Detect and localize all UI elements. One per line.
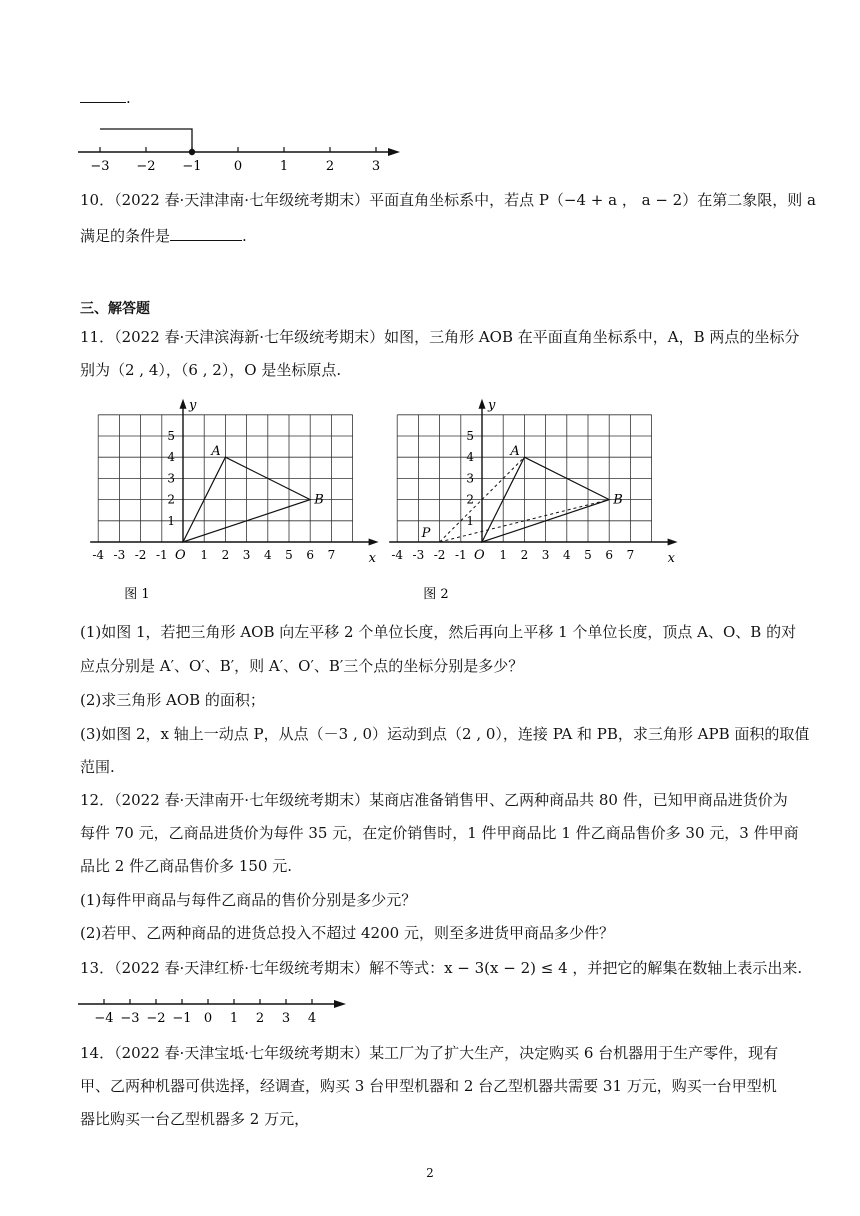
y-tick-label: 5: [466, 429, 474, 443]
y-axis-arrow: [180, 399, 187, 409]
question-12-part-1: (1)每件甲商品与每件乙商品的售价分别是多少元？: [80, 891, 417, 909]
question-11-part-2: (2)求三角形 AOB 的面积；: [80, 691, 265, 709]
y-tick-label: 4: [466, 450, 474, 465]
question-13-line-1: 13．（2022 春·天津红桥·七年级统考期末）解不等式：x − 3(x − 2) ≤ 4 ，并把它的解集在数轴上表示出来.: [80, 959, 803, 977]
y-axis-arrow: [479, 399, 486, 409]
question-11-line-1: 11．（2022 春·天津滨海新·七年级统考期末）如图，三角形 AOB 在平面直角坐标系中，A，B 两点的坐标分: [80, 328, 800, 346]
arrow-head: [334, 1000, 346, 1008]
x-tick-label: -2: [433, 548, 446, 562]
x-tick-label: 4: [263, 548, 272, 562]
tick-label: 4: [307, 1011, 317, 1026]
y-tick-label: 1: [466, 513, 474, 528]
tick-label: −4: [94, 1011, 114, 1026]
tick-label: 2: [255, 1011, 265, 1026]
tick-label: 2: [325, 159, 335, 174]
point-B-label: B: [314, 492, 324, 508]
x-tick-label: 5: [584, 548, 592, 562]
x-tick-label: -3: [113, 548, 126, 562]
question-12-line-1: 12．（2022 春·天津南开·七年级统考期末）某商店准备销售甲、乙两种商品共 80 件，已知甲商品进货价为: [80, 791, 788, 809]
x-tick-label: -2: [134, 548, 147, 562]
x-tick-label: 5: [285, 548, 293, 562]
x-tick-label: 1: [200, 548, 209, 562]
y-tick-label: 3: [167, 471, 175, 486]
tick-label: −2: [146, 1011, 166, 1026]
tick-label: 3: [371, 159, 381, 174]
y-axis-label: y: [189, 397, 197, 413]
tick-label: −1: [172, 1011, 192, 1026]
point-P-label: P: [421, 526, 431, 541]
question-14-line-1: 14．（2022 春·天津宝坻·七年级统考期末）某工厂为了扩大生产，决定购买 6 台机器用于生产零件，现有: [80, 1044, 779, 1062]
x-tick-label: -3: [412, 548, 425, 562]
x-tick-label: 4: [562, 548, 571, 562]
answer-blank: [170, 224, 242, 241]
x-axis-label: x: [667, 551, 675, 566]
tick-label: −1: [182, 159, 202, 174]
figure-2-coordinate-grid: [377, 392, 675, 604]
y-tick-label: 4: [167, 450, 175, 465]
question-11-part-3-line-2: 范围.: [80, 758, 115, 776]
tick-label: −3: [120, 1011, 140, 1026]
x-tick-label: 3: [541, 548, 550, 562]
question-10-line-2: 满足的条件是 .: [80, 224, 247, 246]
tick-label: 3: [281, 1011, 291, 1026]
x-tick-label: 2: [520, 548, 529, 562]
q9-answer-line: .: [80, 86, 131, 108]
number-line-1: [78, 120, 418, 182]
question-11-part-1-line-2: 应点分别是 A′、O′、B′，则 A′、O′、B′三个点的坐标分别是多少？: [80, 657, 524, 675]
tick-label: −3: [90, 159, 110, 174]
point-B-label: B: [613, 492, 623, 508]
y-axis-label: y: [488, 397, 496, 413]
question-14-line-3: 器比购买一台乙型机器多 2 万元，: [80, 1110, 310, 1128]
x-tick-label: 2: [221, 548, 230, 562]
origin-label: O: [474, 548, 485, 563]
x-axis-arrow: [668, 539, 678, 546]
arrow-head: [388, 148, 400, 156]
x-tick-label: -1: [454, 548, 467, 562]
tick-label: 0: [233, 159, 243, 174]
tick-label: 0: [203, 1011, 213, 1026]
x-tick-label: -4: [92, 548, 105, 562]
y-tick-label: 2: [466, 492, 474, 507]
page-number: 2: [426, 1166, 434, 1180]
x-tick-label: 7: [327, 548, 336, 562]
question-11-part-1-line-1: (1)如图 1，若把三角形 AOB 向左平移 2 个单位长度，然后再向上平移 1 个单位长度，顶点 A、O、B 的对: [80, 623, 797, 641]
y-tick-label: 1: [167, 513, 175, 528]
closed-endpoint: [189, 149, 195, 155]
x-tick-label: 3: [242, 548, 251, 562]
x-tick-label: 6: [306, 548, 315, 562]
x-tick-label: 6: [605, 548, 614, 562]
y-tick-label: 3: [466, 471, 474, 486]
x-tick-label: -1: [155, 548, 168, 562]
y-tick-label: 2: [167, 492, 175, 507]
figure-caption: 图 2: [423, 587, 449, 602]
point-A-label: A: [211, 444, 221, 460]
tick-label: −2: [136, 159, 156, 174]
tick-label: 1: [229, 1011, 239, 1026]
x-axis-label: x: [368, 551, 376, 566]
question-11-line-2: 别为（2 , 4），（6 , 2），O 是坐标原点.: [80, 361, 342, 379]
x-tick-label: 7: [626, 548, 635, 562]
point-A-label: A: [510, 444, 520, 460]
figure-caption: 图 1: [124, 587, 150, 602]
section-heading: 三、解答题: [80, 301, 150, 317]
answer-blank: [80, 86, 126, 103]
question-12-line-2: 每件 70 元，乙商品进货价为每件 35 元，在定价销售时，1 件甲商品比 1 件乙商品售价多 30 元，3 件甲商: [80, 824, 799, 842]
x-tick-label: 1: [499, 548, 508, 562]
figure-1-coordinate-grid: [78, 392, 376, 604]
question-12-part-2: (2)若甲、乙两种商品的进货总投入不超过 4200 元，则至多进货甲商品多少件？: [80, 924, 614, 942]
question-11-part-3-line-1: (3)如图 2，x 轴上一动点 P，从点（－3 , 0）运动到点（2 , 0），连接 PA 和 PB，求三角形 APB 面积的取值: [80, 725, 810, 743]
x-tick-label: -4: [391, 548, 404, 562]
y-tick-label: 5: [167, 429, 175, 443]
question-12-line-3: 品比 2 件乙商品售价多 150 元.: [80, 857, 293, 875]
number-line-2: [78, 994, 358, 1034]
question-10-line-1: 10．（2022 春·天津津南·七年级统考期末）平面直角坐标系中，若点 P（−4 + a ， a − 2）在第二象限，则 a: [80, 191, 816, 209]
question-14-line-2: 甲、乙两种机器可供选择，经调查，购买 3 台甲型机器和 2 台乙型机器共需要 31 万元，购买一台甲型机: [80, 1077, 777, 1095]
tick-label: 1: [279, 159, 289, 174]
origin-label: O: [175, 548, 186, 563]
